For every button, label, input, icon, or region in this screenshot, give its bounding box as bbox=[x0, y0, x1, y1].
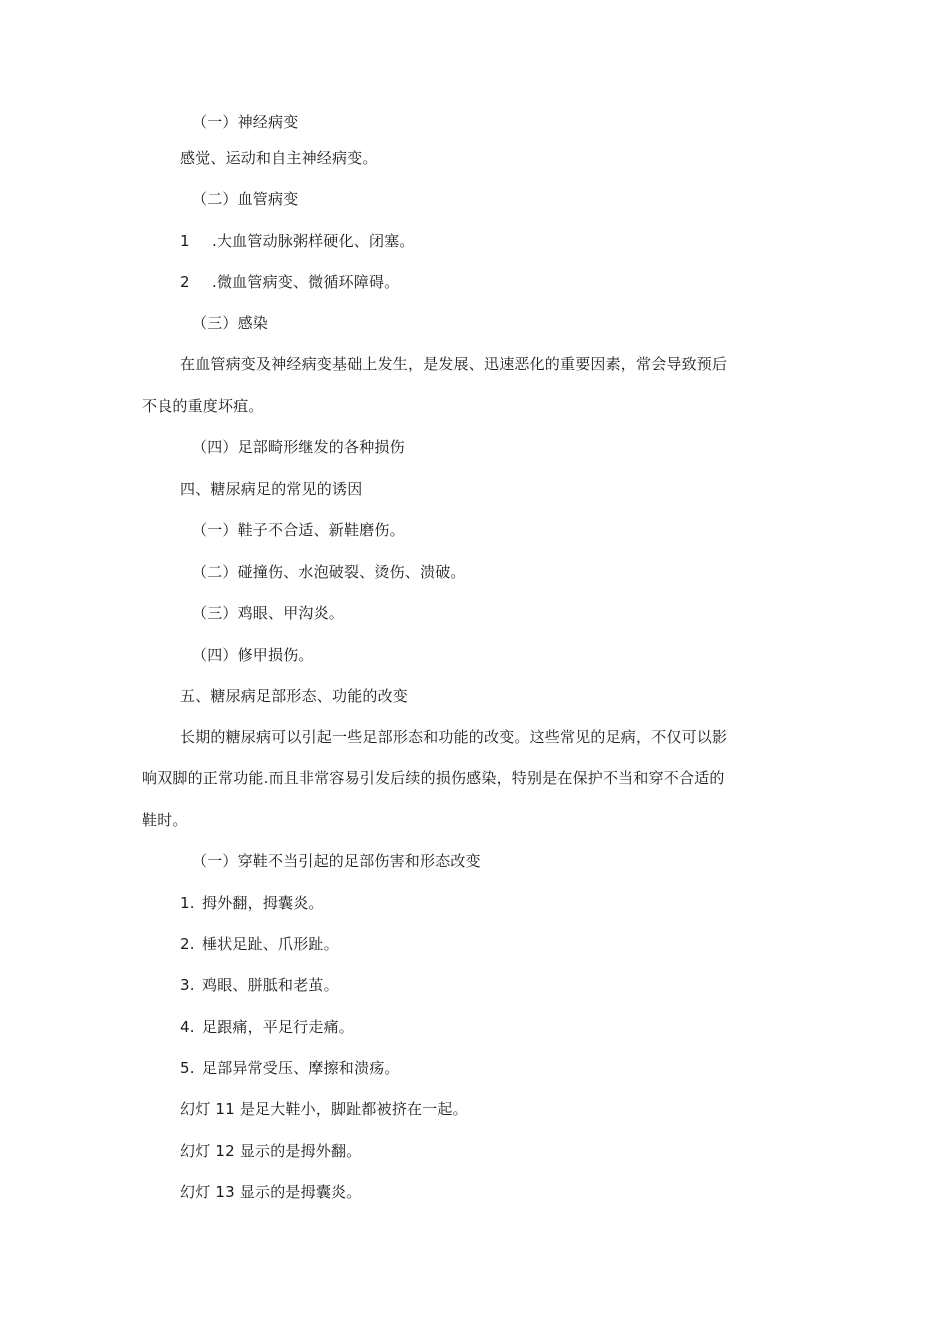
cause-item-collision: （二）碰撞伤、水泡破裂、烫伤、溃破。 bbox=[192, 563, 466, 581]
list-text: 棰状足趾、爪形趾。 bbox=[202, 935, 339, 953]
heading-neuropathy: （一）神经病变 bbox=[192, 113, 299, 131]
list-number: 2 bbox=[180, 273, 190, 291]
paragraph-infection-line2: 不良的重度坏疽。 bbox=[142, 397, 264, 415]
section-heading-changes: 五、糖尿病足部形态、功能的改变 bbox=[180, 687, 409, 705]
paragraph-infection-line1: 在血管病变及神经病变基础上发生，是发展、迅速恶化的重要因素，常会导致预后 bbox=[180, 355, 728, 373]
list-text: 鸡眼、胼胝和老茧。 bbox=[202, 976, 339, 994]
list-number: 3. bbox=[180, 976, 195, 994]
heading-deformity: （四）足部畸形继发的各种损伤 bbox=[192, 438, 405, 456]
list-number: 4. bbox=[180, 1018, 195, 1036]
list-item-shoe-5 bbox=[180, 1058, 400, 1078]
list-item-vascular-2 bbox=[180, 272, 399, 292]
list-item-shoe-1 bbox=[180, 893, 324, 913]
list-number: 2. bbox=[180, 935, 195, 953]
heading-infection: （三）感染 bbox=[192, 314, 269, 332]
list-text: 足跟痛，平足行走痛。 bbox=[202, 1018, 355, 1036]
list-number: 1. bbox=[180, 894, 195, 912]
paragraph-changes-line2: 响双脚的正常功能.而且非常容易引发后续的损伤感染，特别是在保护不当和穿不合适的 bbox=[142, 769, 725, 787]
heading-vascular: （二）血管病变 bbox=[192, 190, 299, 208]
list-item-vascular-1 bbox=[180, 231, 415, 251]
cause-item-corns: （三）鸡眼、甲沟炎。 bbox=[192, 604, 345, 622]
list-text: 足部异常受压、摩擦和溃疡。 bbox=[202, 1059, 400, 1077]
list-text: .大血管动脉粥样硬化、闭塞。 bbox=[212, 232, 415, 250]
cause-item-nail-trim: （四）修甲损伤。 bbox=[192, 646, 314, 664]
slide-note-12: 幻灯 12 显示的是拇外翻。 bbox=[180, 1142, 362, 1160]
section-heading-causes: 四、糖尿病足的常见的诱因 bbox=[180, 480, 363, 498]
list-item-shoe-4 bbox=[180, 1017, 354, 1037]
paragraph-changes-line1: 长期的糖尿病可以引起一些足部形态和功能的改变。这些常见的足病，不仅可以影 bbox=[180, 728, 728, 746]
slide-note-11: 幻灯 11 是足大鞋小，脚趾都被挤在一起。 bbox=[180, 1100, 468, 1118]
list-text: .微血管病变、微循环障碍。 bbox=[212, 273, 400, 291]
list-number: 5. bbox=[180, 1059, 195, 1077]
list-item-shoe-2 bbox=[180, 934, 339, 954]
slide-note-13: 幻灯 13 显示的是拇囊炎。 bbox=[180, 1183, 362, 1201]
list-text: 拇外翻，拇囊炎。 bbox=[202, 894, 324, 912]
cause-item-shoes: （一）鞋子不合适、新鞋磨伤。 bbox=[192, 521, 405, 539]
paragraph-changes-line3: 鞋时。 bbox=[142, 811, 188, 829]
list-item-shoe-3 bbox=[180, 975, 339, 995]
paragraph-neuropathy-types: 感觉、运动和自主神经病变。 bbox=[180, 149, 378, 167]
list-number: 1 bbox=[180, 232, 190, 250]
heading-shoe-injury: （一）穿鞋不当引起的足部伤害和形态改变 bbox=[192, 852, 481, 870]
